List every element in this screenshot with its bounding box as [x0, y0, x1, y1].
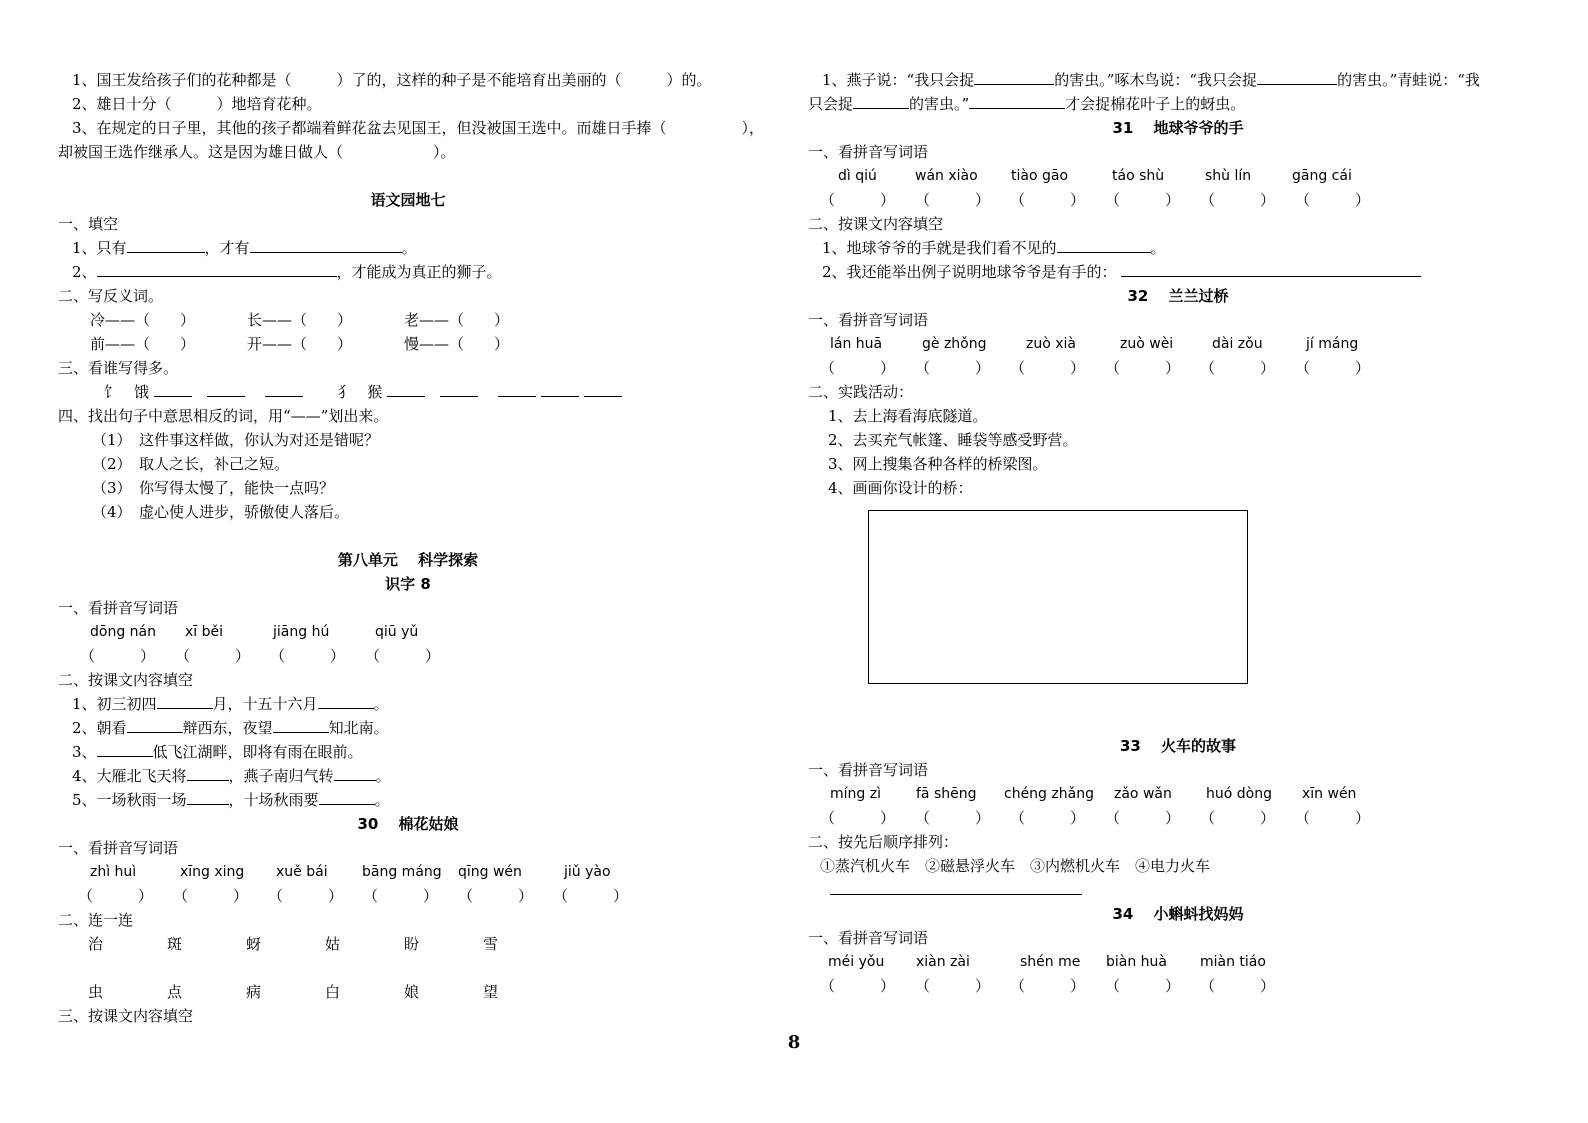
answer-box[interactable]: （ ） — [175, 647, 251, 665]
answer-box[interactable]: （ ） — [820, 809, 896, 827]
match-char[interactable]: 娘 — [404, 983, 420, 1001]
answer-box[interactable]: （ ） — [270, 647, 346, 665]
left-item-3: 3、在规定的日子里，其他的孩子都端着鲜花盆去见国王，但没被国王选中。而雄日手捧（ ），却被国王选作继承人。这是因为雄日做人（ ）。 — [58, 119, 765, 161]
pinyin-word: xiàn zài — [916, 954, 970, 970]
pinyin-word: táo shù — [1112, 168, 1165, 184]
match-char[interactable]: 白 — [325, 983, 341, 1001]
lesson30-s1-heading: 一、看拼音写词语 — [58, 839, 179, 857]
answer-blank[interactable] — [250, 236, 402, 253]
left-item-1: 1、国王发给孩子们的花种都是（ ）了的，这样的种子是不能培育出美丽的（ ）的。 — [72, 71, 712, 89]
lesson32-s2-heading: 二、实践活动： — [808, 383, 914, 401]
pinyin-word: fā shēng — [916, 786, 977, 802]
answer-box[interactable]: （ ） — [1105, 191, 1181, 209]
pinyin-word: zǎo wǎn — [1114, 786, 1172, 802]
answer-blank[interactable] — [1121, 260, 1421, 277]
answer-box[interactable]: （ ） — [915, 191, 991, 209]
answer-box[interactable]: （ ） — [1105, 977, 1181, 995]
lesson33-s2-heading: 二、按先后顺序排列： — [808, 833, 959, 851]
answer-blank[interactable] — [157, 692, 213, 709]
garden7-s1-heading: 一、填空 — [58, 215, 119, 233]
pinyin-row — [808, 950, 1548, 974]
answer-blank[interactable] — [830, 878, 1082, 895]
answer-box[interactable]: （ ） — [365, 647, 441, 665]
answer-blank[interactable] — [319, 788, 375, 805]
pinyin-word: jí máng — [1306, 336, 1359, 352]
lesson31-s1-heading: 一、看拼音写词语 — [808, 143, 929, 161]
match-char[interactable]: 盼 — [404, 935, 420, 953]
lesson31-s2-heading: 二、按课文内容填空 — [808, 215, 944, 233]
answer-box[interactable]: （ ） — [820, 359, 896, 377]
pinyin-word: huó dòng — [1206, 786, 1272, 802]
answer-blank[interactable] — [273, 716, 329, 733]
left-column — [58, 68, 765, 1028]
sentence-item: （3） 你写得太慢了，能快一点吗？ — [92, 479, 335, 497]
match-char[interactable]: 雪 — [483, 935, 499, 953]
answer-blank[interactable] — [187, 788, 229, 805]
activity-item: 1、去上海看海底隧道。 — [828, 407, 988, 425]
activity-item: 2、去买充气帐篷、睡袋等感受野营。 — [828, 431, 1078, 449]
antonym-item: 冷——（ ） — [90, 311, 196, 329]
bridge-drawing-box[interactable] — [868, 510, 1248, 684]
answer-box[interactable]: （ ） — [915, 359, 991, 377]
antonym-row — [58, 332, 758, 356]
answer-box-row — [58, 644, 758, 668]
pinyin-word: shén me — [1020, 954, 1081, 970]
pinyin-word: bāng máng — [362, 864, 442, 880]
pinyin-row — [58, 620, 758, 644]
pinyin-word: xī běi — [185, 624, 224, 640]
garden7-s4-heading: 四、找出句子中意思相反的词，用“——”划出来。 — [58, 407, 389, 425]
activity-item: 4、画画你设计的桥： — [828, 479, 973, 497]
antonym-item: 长——（ ） — [247, 311, 353, 329]
right-column — [808, 68, 1548, 500]
match-char[interactable]: 点 — [167, 983, 183, 1001]
garden7-title: 语文园地七 — [370, 191, 446, 209]
answer-box[interactable]: （ ） — [1010, 359, 1086, 377]
pinyin-word: xīng xing — [180, 864, 245, 880]
antonym-item: 老——（ ） — [404, 311, 510, 329]
quote-line-2: 只会捉 的害虫。” 才会捉棉花叶子上的蚜虫。 — [808, 92, 1548, 116]
lesson32-s1-heading: 一、看拼音写词语 — [808, 311, 929, 329]
answer-blank[interactable] — [974, 68, 1054, 85]
answer-box-row — [808, 356, 1548, 380]
answer-blank[interactable] — [127, 236, 205, 253]
answer-blank[interactable] — [265, 380, 303, 397]
activity-item: 3、网上搜集各种各样的桥梁图。 — [828, 455, 1048, 473]
match-char[interactable]: 斑 — [167, 935, 183, 953]
match-char[interactable]: 望 — [483, 983, 499, 1001]
answer-box[interactable]: （ ） — [820, 977, 896, 995]
match-row-top — [58, 932, 758, 956]
lesson30-s2-heading: 二、连一连 — [58, 911, 134, 929]
unit8-subtitle: 识字 8 — [385, 575, 431, 593]
lesson33-title: 33 火车的故事 — [1119, 737, 1237, 755]
answer-blank[interactable] — [187, 764, 229, 781]
pinyin-word: zuò xià — [1026, 336, 1076, 352]
radical-words-row — [58, 380, 758, 404]
match-row-bottom — [58, 980, 758, 1004]
pinyin-word: dōng nán — [90, 624, 156, 640]
order-answer-line — [808, 878, 1548, 902]
unit8-s2-heading: 二、按课文内容填空 — [58, 671, 194, 689]
pinyin-word: zhì huì — [90, 864, 137, 880]
match-char[interactable]: 病 — [246, 983, 262, 1001]
sentence-item: （4） 虚心使人进步，骄傲使人落后。 — [92, 503, 350, 521]
answer-box[interactable]: （ ） — [1200, 359, 1276, 377]
pinyin-word: miàn tiáo — [1200, 954, 1266, 970]
answer-box[interactable]: （ ） — [1295, 191, 1371, 209]
lesson31-fill-1: 1、地球爷爷的手就是我们看不见的 。 — [808, 236, 1548, 260]
unit8-title: 第八单元 科学探索 — [337, 551, 479, 569]
lesson31-title: 31 地球爷爷的手 — [1112, 119, 1244, 137]
answer-blank[interactable] — [318, 692, 374, 709]
answer-box[interactable]: （ ） — [1010, 809, 1086, 827]
left-item-2: 2、雄日十分（ ）地培育花种。 — [72, 95, 322, 113]
answer-box[interactable]: （ ） — [1010, 191, 1086, 209]
answer-blank[interactable] — [97, 260, 337, 277]
answer-box[interactable]: （ ） — [1200, 809, 1276, 827]
answer-box[interactable]: （ ） — [458, 887, 534, 905]
pinyin-word: shù lín — [1205, 168, 1252, 184]
answer-blank[interactable] — [387, 380, 425, 397]
answer-blank[interactable] — [97, 740, 153, 757]
answer-box-row — [808, 188, 1548, 212]
pinyin-word: dì qiú — [838, 168, 877, 184]
lesson33-s1-heading: 一、看拼音写词语 — [808, 761, 929, 779]
answer-box[interactable]: （ ） — [915, 809, 991, 827]
pinyin-word: qīng wén — [458, 864, 522, 880]
pinyin-word: jiǔ yào — [564, 864, 611, 880]
pinyin-word: gè zhǒng — [922, 336, 987, 352]
pinyin-word: chéng zhǎng — [1004, 786, 1094, 802]
quote-line-1: 1、燕子说：“我只会捉 的害虫。”啄木鸟说：“我只会捉 的害虫。”青蛙说：“我 — [808, 68, 1548, 92]
answer-blank[interactable] — [584, 380, 622, 397]
pinyin-word: gāng cái — [1292, 168, 1352, 184]
radical-1: 饣 饿 — [104, 383, 150, 401]
answer-blank[interactable] — [207, 380, 245, 397]
pinyin-row — [808, 332, 1548, 356]
unit8-fill-4: 4、大雁北飞天将 ，燕子南归气转 。 — [58, 764, 758, 788]
lesson34-s1-heading: 一、看拼音写词语 — [808, 929, 929, 947]
sentence-item: （1） 这件事这样做，你认为对还是错呢？ — [92, 431, 380, 449]
match-char[interactable]: 姑 — [325, 935, 341, 953]
match-char[interactable]: 虫 — [88, 983, 104, 1001]
antonym-item: 慢——（ ） — [404, 335, 510, 353]
lesson34-title: 34 小蝌蚪找妈妈 — [1112, 905, 1244, 923]
garden7-fill-1: 1、只有 ，才有 。 — [58, 236, 758, 260]
answer-box[interactable]: （ ） — [1105, 809, 1181, 827]
right-column-lower — [808, 734, 1548, 998]
answer-box[interactable]: （ ） — [268, 887, 344, 905]
lesson30-s3-heading: 三、按课文内容填空 — [58, 1007, 194, 1025]
answer-box[interactable]: （ ） — [1200, 191, 1276, 209]
unit8-fill-1: 1、初三初四 月，十五十六月 。 — [58, 692, 758, 716]
answer-blank[interactable] — [440, 380, 478, 397]
unit8-fill-5: 5、一场秋雨一场 ，十场秋雨要 。 — [58, 788, 758, 812]
sentence-item: （2） 取人之长，补己之短。 — [92, 455, 290, 473]
answer-box[interactable]: （ ） — [78, 887, 154, 905]
pinyin-word: tiào gāo — [1011, 168, 1069, 184]
answer-box[interactable]: （ ） — [820, 191, 896, 209]
answer-box[interactable]: （ ） — [1295, 809, 1371, 827]
match-char[interactable]: 蚜 — [246, 935, 262, 953]
pinyin-row — [58, 860, 758, 884]
answer-box[interactable]: （ ） — [1010, 977, 1086, 995]
pinyin-word: zuò wèi — [1120, 336, 1174, 352]
answer-box[interactable]: （ ） — [1105, 359, 1181, 377]
answer-blank[interactable] — [127, 716, 183, 733]
pinyin-word: jiāng hú — [273, 624, 330, 640]
answer-box[interactable]: （ ） — [1295, 359, 1371, 377]
pinyin-row — [808, 782, 1548, 806]
garden7-s3-heading: 三、看谁写得多。 — [58, 359, 179, 377]
pinyin-word: méi yǒu — [828, 954, 885, 970]
unit8-fill-3: 3、 低飞江湖畔，即将有雨在眼前。 — [58, 740, 758, 764]
pinyin-row — [808, 164, 1548, 188]
lesson30-title: 30 棉花姑娘 — [357, 815, 459, 833]
lesson31-fill-2: 2、我还能举出例子说明地球爷爷是有手的： — [808, 260, 1548, 284]
answer-box[interactable]: （ ） — [915, 977, 991, 995]
answer-blank[interactable] — [1257, 68, 1337, 85]
answer-blank[interactable] — [969, 92, 1065, 109]
answer-blank[interactable] — [853, 92, 909, 109]
unit8-fill-2: 2、朝看 辩西东，夜望 知北南。 — [58, 716, 758, 740]
antonym-row — [58, 308, 758, 332]
train-order-items: ①蒸汽机火车 ②磁悬浮火车 ③内燃机火车 ④电力火车 — [820, 857, 1211, 875]
match-char[interactable]: 治 — [88, 935, 104, 953]
pinyin-word: xuě bái — [276, 864, 328, 880]
antonym-item: 开——（ ） — [247, 335, 353, 353]
pinyin-word: wán xiào — [915, 168, 978, 184]
answer-box-row — [808, 806, 1548, 830]
pinyin-word: míng zì — [830, 786, 881, 802]
radical-2: 犭 猴 — [337, 383, 383, 401]
pinyin-word: biàn huà — [1106, 954, 1168, 970]
unit8-s1-heading: 一、看拼音写词语 — [58, 599, 179, 617]
answer-box[interactable]: （ ） — [553, 887, 629, 905]
pinyin-word: dài zǒu — [1212, 336, 1263, 352]
garden7-fill-2: 2、 ，才能成为真正的狮子。 — [58, 260, 758, 284]
answer-box-row — [58, 884, 758, 908]
page-number: 8 — [787, 1032, 801, 1053]
answer-blank[interactable] — [334, 764, 376, 781]
answer-blank[interactable] — [498, 380, 536, 397]
pinyin-word: lán huā — [830, 336, 883, 352]
answer-box[interactable]: （ ） — [80, 647, 156, 665]
answer-box-row — [808, 974, 1548, 998]
answer-blank[interactable] — [1057, 236, 1151, 253]
answer-box[interactable]: （ ） — [363, 887, 439, 905]
garden7-s2-heading: 二、写反义词。 — [58, 287, 164, 305]
answer-blank[interactable] — [154, 380, 192, 397]
antonym-item: 前——（ ） — [90, 335, 196, 353]
pinyin-word: xīn wén — [1302, 786, 1357, 802]
pinyin-word: qiū yǔ — [375, 624, 419, 640]
lesson32-title: 32 兰兰过桥 — [1127, 287, 1229, 305]
answer-box[interactable]: （ ） — [173, 887, 249, 905]
answer-blank[interactable] — [541, 380, 579, 397]
answer-box[interactable]: （ ） — [1200, 977, 1276, 995]
